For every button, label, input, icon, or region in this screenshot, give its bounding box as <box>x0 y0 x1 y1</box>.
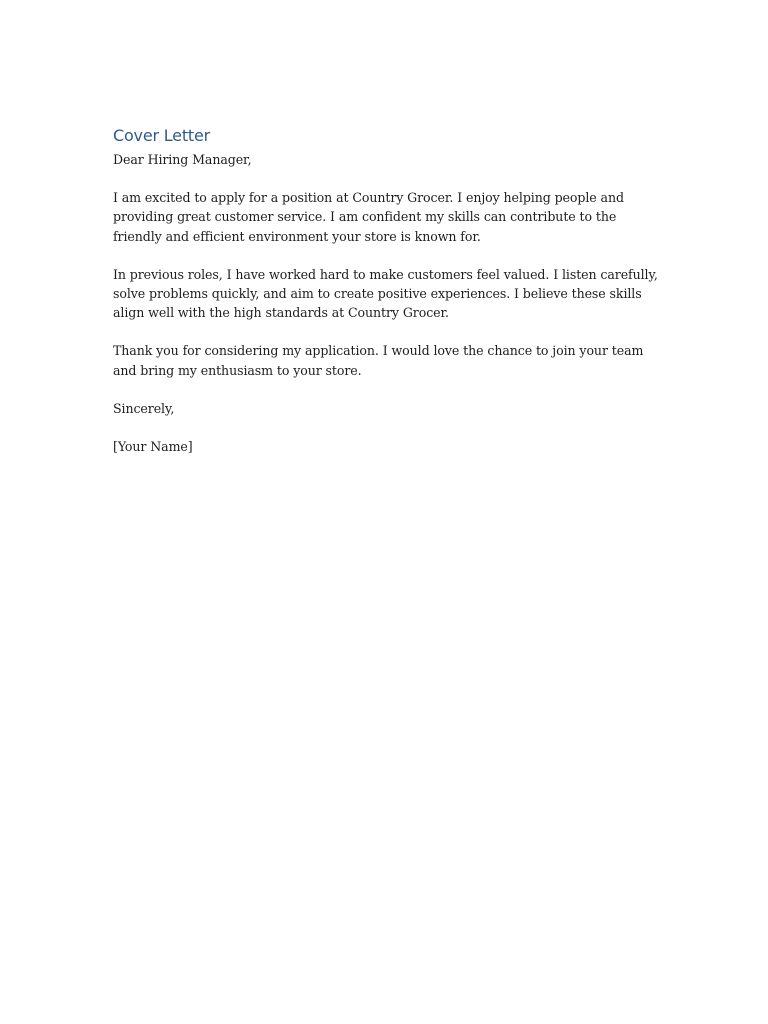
letter-signature: [Your Name] <box>113 439 193 455</box>
letter-closing: Sincerely, <box>113 400 175 416</box>
letter-paragraph-2: In previous roles, I have worked hard to make customers feel valued. I listen carefully, solve problems quickly, and aim to create positive experiences. I believe these skills align well with the high standards at Country Grocer. <box>113 266 658 321</box>
document-title: Cover Letter <box>113 126 210 145</box>
letter-body <box>113 124 658 475</box>
letter-greeting: Dear Hiring Manager, <box>113 152 252 167</box>
letter-paragraph-3: Thank you for considering my application. I would love the chance to join your team and bring my enthusiasm to your store. <box>113 343 644 378</box>
letter-paragraph-1: I am excited to apply for a position at Country Grocer. I enjoy helping people and providing great customer service. I am confident my skills can contribute to the friendly and efficient environment your store is known for. <box>113 190 624 244</box>
